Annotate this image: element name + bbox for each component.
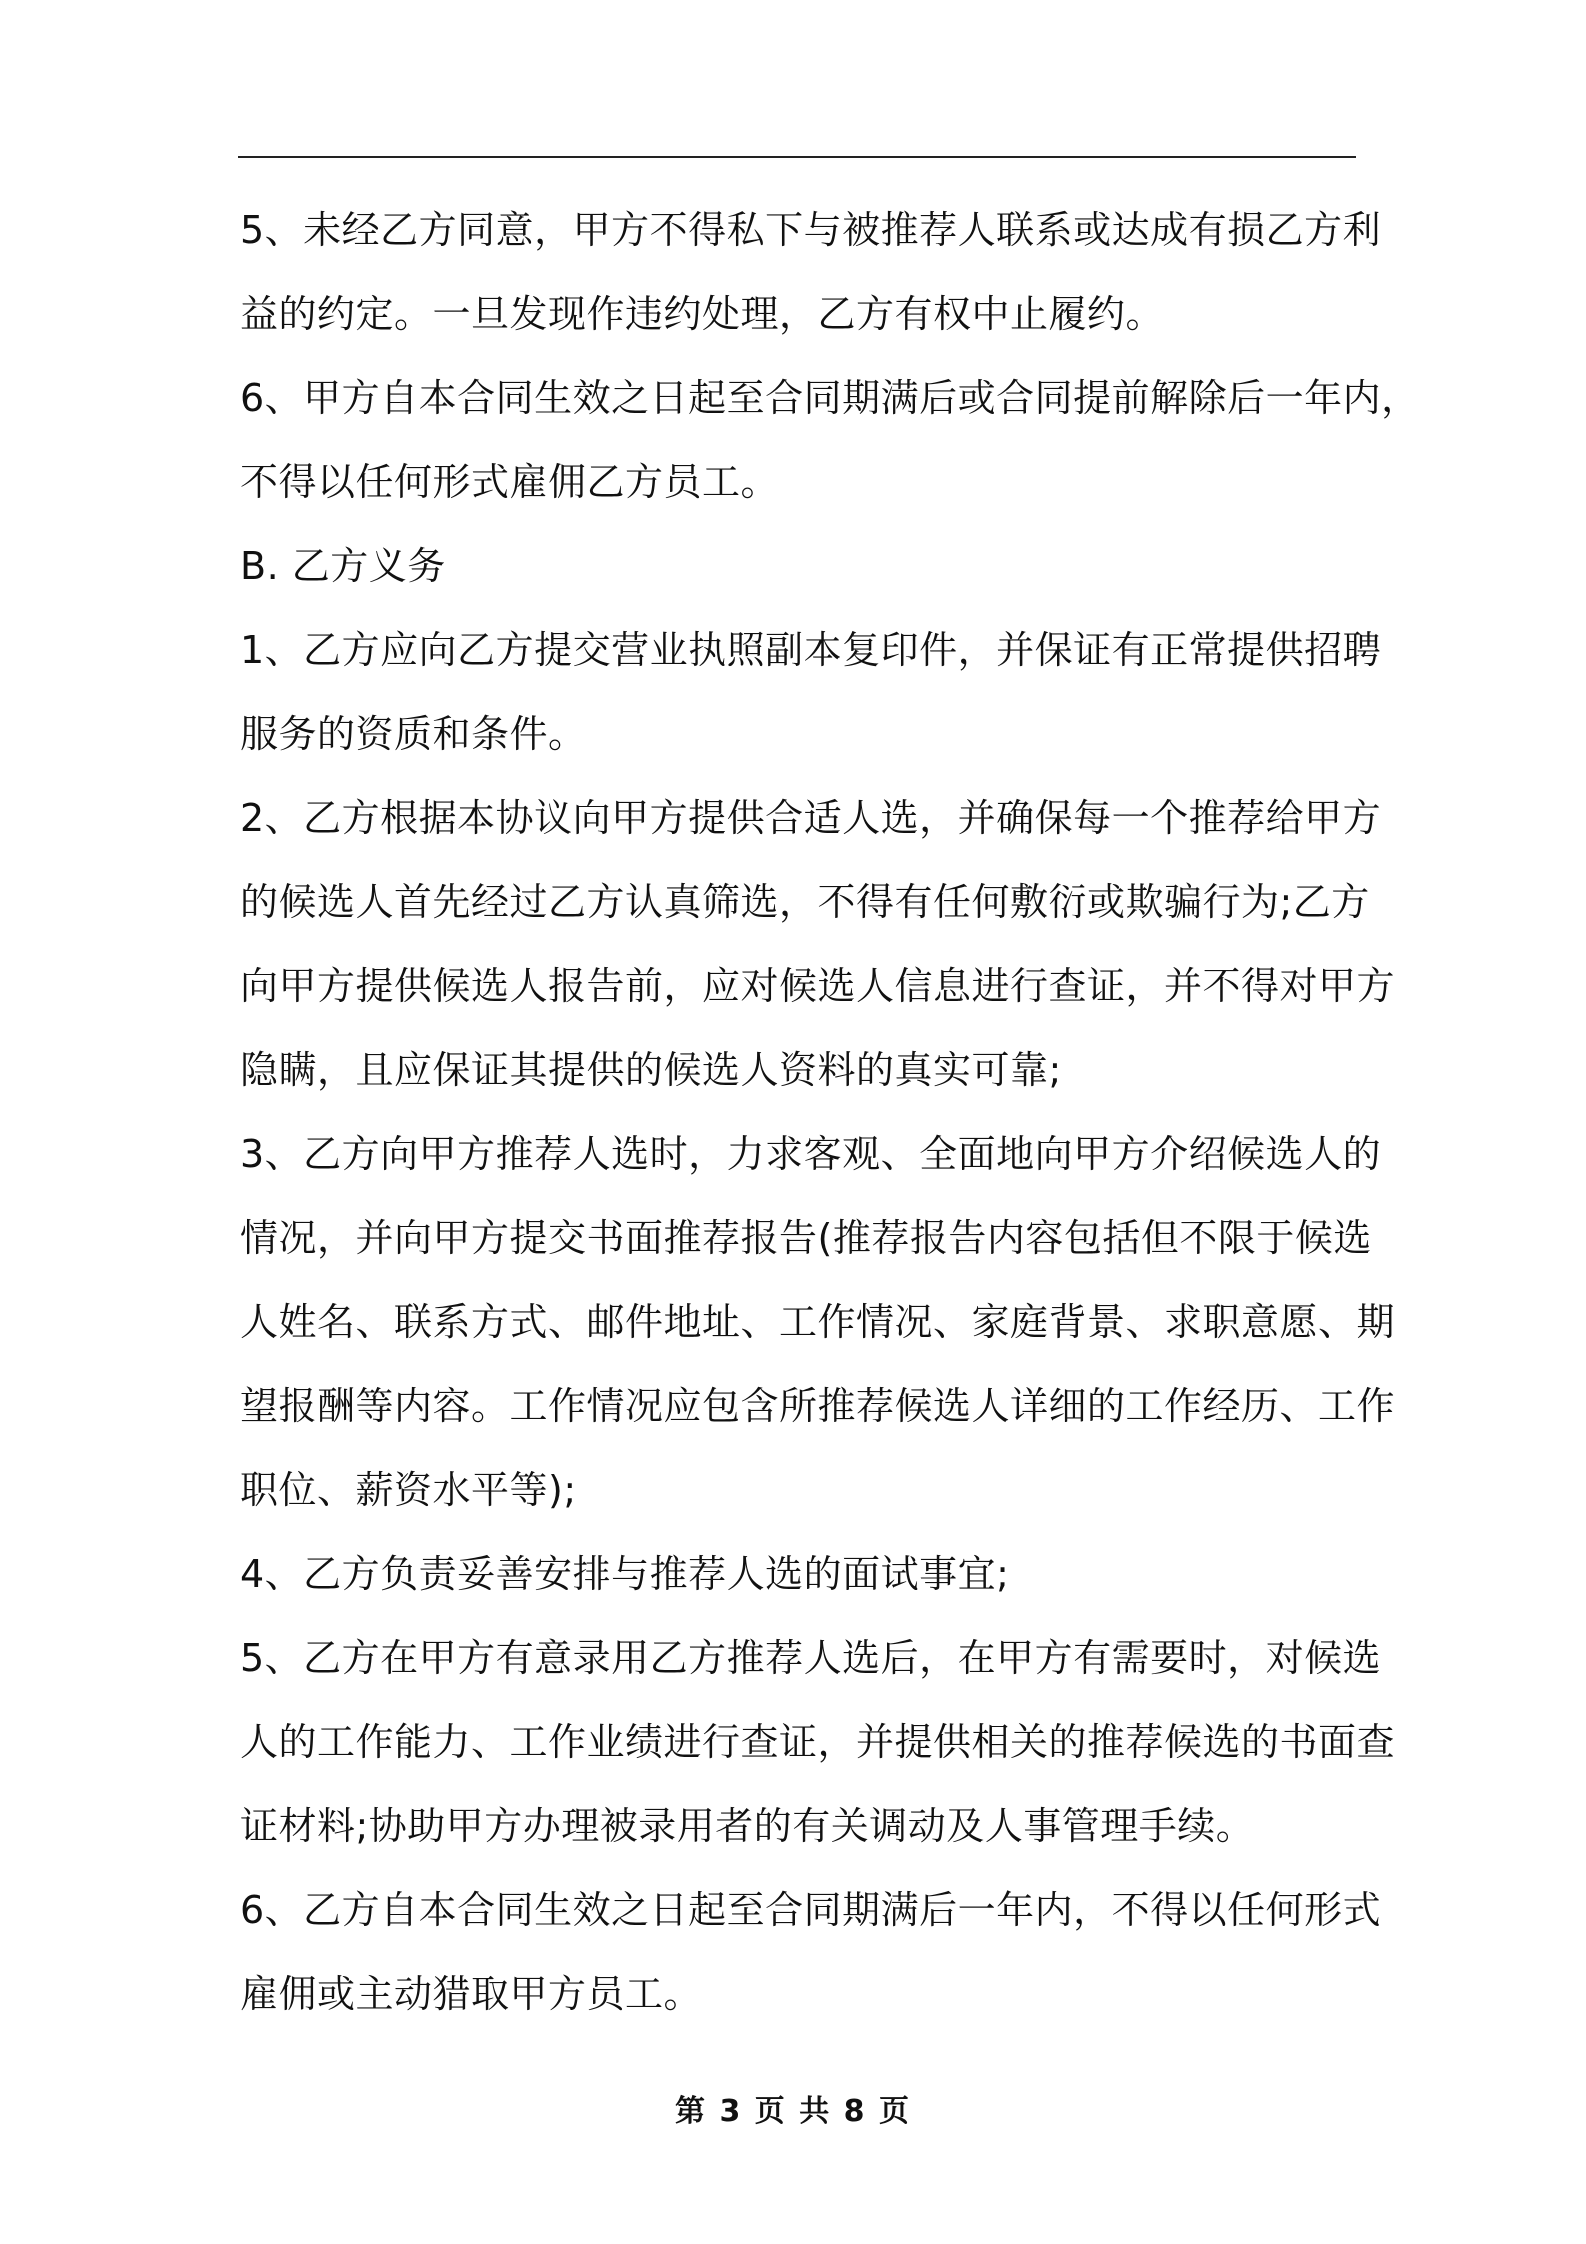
page-number-footer: 第 3 页 共 8 页: [675, 2094, 911, 2129]
text-line: 6、乙方自本合同生效之日起至合同期满后一年内，不得以任何形式: [240, 1888, 1382, 1932]
document-body: [240, 188, 1420, 2036]
text-line: 向甲方提供候选人报告前，应对候选人信息进行查证，并不得对甲方: [240, 964, 1396, 1008]
text-line: 的候选人首先经过乙方认真筛选，不得有任何敷衍或欺骗行为;乙方: [240, 880, 1370, 924]
section-heading: B. 乙方义务: [240, 544, 446, 588]
text-line: 情况，并向甲方提交书面推荐报告(推荐报告内容包括但不限于候选: [240, 1216, 1372, 1260]
text-line: 人姓名、联系方式、邮件地址、工作情况、家庭背景、求职意愿、期: [240, 1300, 1396, 1344]
text-line: 人的工作能力、工作业绩进行查证，并提供相关的推荐候选的书面查: [240, 1720, 1396, 1764]
text-line: 服务的资质和条件。: [240, 712, 587, 756]
text-line: 6、甲方自本合同生效之日起至合同期满后或合同提前解除后一年内，: [240, 376, 1420, 420]
text-line: 不得以任何形式雇佣乙方员工。: [240, 460, 780, 504]
header-divider: [238, 156, 1356, 158]
text-line: 益的约定。一旦发现作违约处理，乙方有权中止履约。: [240, 292, 1165, 336]
text-line: 职位、薪资水平等);: [240, 1468, 577, 1512]
text-line: 1、乙方应向乙方提交营业执照副本复印件，并保证有正常提供招聘: [240, 628, 1382, 672]
text-line: 望报酬等内容。工作情况应包含所推荐候选人详细的工作经历、工作: [240, 1384, 1396, 1428]
text-line: 证材料;协助甲方办理被录用者的有关调动及人事管理手续。: [240, 1804, 1255, 1848]
text-line: 4、乙方负责妥善安排与推荐人选的面试事宜;: [240, 1552, 1010, 1596]
text-line: 隐瞒，且应保证其提供的候选人资料的真实可靠;: [240, 1048, 1062, 1092]
text-line: 5、乙方在甲方有意录用乙方推荐人选后，在甲方有需要时，对候选: [240, 1636, 1382, 1680]
text-line: 雇佣或主动猎取甲方员工。: [240, 1972, 703, 2016]
text-line: 2、乙方根据本协议向甲方提供合适人选，并确保每一个推荐给甲方: [240, 796, 1382, 840]
text-line: 3、乙方向甲方推荐人选时，力求客观、全面地向甲方介绍候选人的: [240, 1132, 1382, 1176]
text-line: 5、未经乙方同意，甲方不得私下与被推荐人联系或达成有损乙方利: [240, 208, 1382, 252]
